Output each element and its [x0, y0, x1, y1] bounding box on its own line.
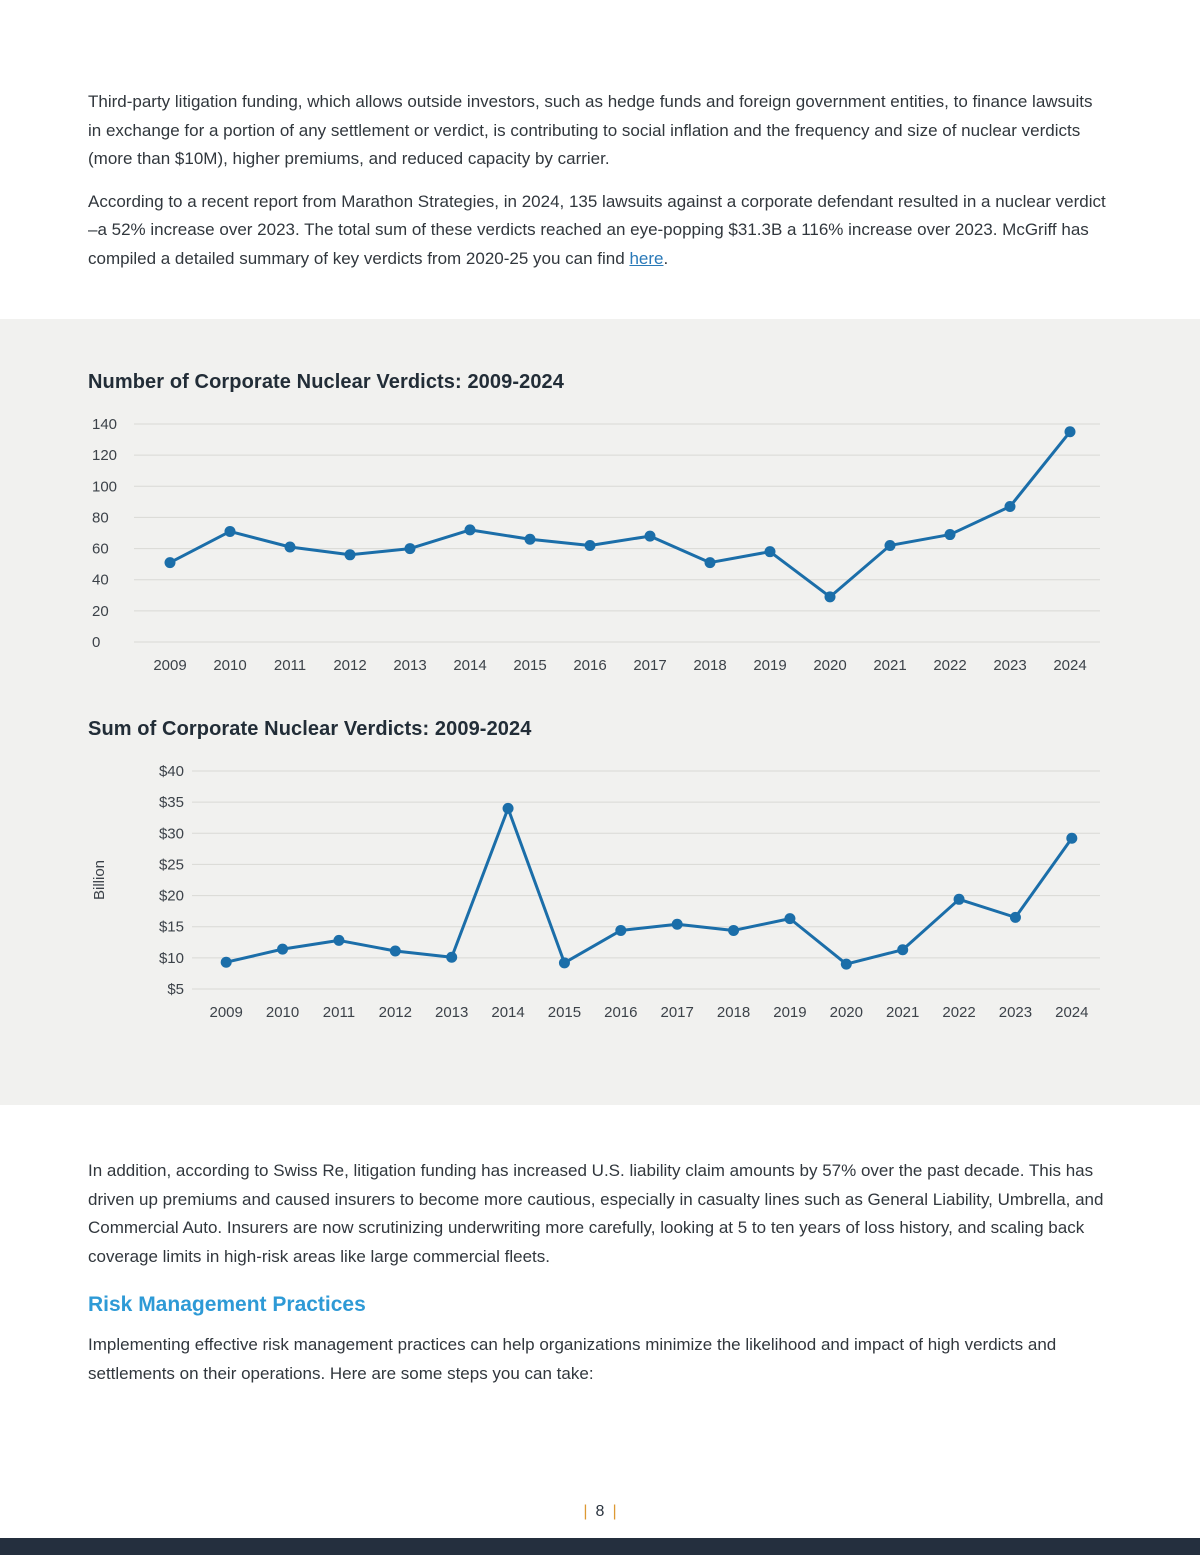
svg-text:2018: 2018: [716, 1004, 751, 1022]
svg-text:$15: $15: [158, 918, 184, 936]
svg-text:140: 140: [92, 416, 118, 434]
svg-text:2021: 2021: [886, 1004, 920, 1022]
svg-text:2020: 2020: [813, 657, 847, 675]
svg-text:2014: 2014: [453, 657, 487, 675]
svg-text:2016: 2016: [573, 657, 607, 675]
paragraph-marathon-report: [88, 188, 1110, 274]
svg-text:2011: 2011: [322, 1004, 356, 1022]
svg-text:2015: 2015: [547, 1004, 582, 1022]
page-number-separator-right: |: [612, 1503, 617, 1520]
svg-text:2014: 2014: [491, 1004, 525, 1022]
svg-text:2013: 2013: [435, 1004, 469, 1022]
paragraph-swiss-re: In addition, according to Swiss Re, litigation funding has increased U.S. liability claim amounts by 57% over the past decade. This has driven up premiums and caused insurers to become more cautious, especially in casualty lines such as General Liability, Umbrella, and Commercial Auto. Insurers are now scrutinizing underwriting more carefully, looking at 5 to ten years of loss history, and scaling back coverage limits in high-risk areas like large commercial fleets.: [88, 1161, 1104, 1266]
page-number-value: 8: [595, 1503, 605, 1520]
svg-text:$5: $5: [167, 981, 184, 999]
svg-text:2009: 2009: [209, 1004, 243, 1022]
paragraph-litigation-funding: Third-party litigation funding, which allows outside investors, such as hedge funds and foreign government entities, to finance lawsuits in exchange for a portion of any settlement or verdict, is contributing to social inflation and the frequency and size of nuclear verdicts (more than $10M), higher premiums, and reduced capacity by carrier.: [88, 92, 1093, 169]
paragraph-text-after-link: .: [663, 248, 669, 268]
svg-text:2022: 2022: [942, 1004, 976, 1022]
intro-section: [0, 0, 1200, 273]
svg-text:2018: 2018: [693, 657, 727, 675]
svg-text:$40: $40: [158, 763, 184, 781]
page-number-separator-left: |: [583, 1503, 588, 1520]
svg-text:2020: 2020: [829, 1004, 863, 1022]
svg-text:2022: 2022: [933, 657, 967, 675]
chart-title-verdict-sum: Sum of Corporate Nuclear Verdicts: 2009-2024: [88, 718, 532, 741]
svg-text:$25: $25: [158, 856, 184, 874]
svg-text:2023: 2023: [998, 1004, 1033, 1022]
svg-text:2015: 2015: [513, 657, 547, 675]
svg-text:100: 100: [92, 478, 118, 496]
page-number: [0, 1503, 1200, 1521]
svg-text:2021: 2021: [873, 657, 907, 675]
verdict-count-line-chart: [88, 410, 1118, 682]
svg-text:80: 80: [92, 509, 109, 527]
svg-text:$10: $10: [158, 950, 184, 968]
footer-bar: [0, 1538, 1200, 1555]
svg-text:2010: 2010: [213, 657, 247, 675]
paragraph-text-before-link: According to a recent report from Marathon Strategies, in 2024, 135 lawsuits against a corporate defendant resulted in a nuclear verdict –a 52% increase over 2023. The total sum of these verdicts reached an eye-popping $31.3B a 116% increase over 2023. McGriff has compiled a detailed summary of key verdicts from 2020-25 you can find: [88, 191, 1106, 268]
verdict-sum-line-chart: [88, 757, 1118, 1029]
charts-section: [0, 319, 1200, 1105]
svg-text:2012: 2012: [333, 657, 367, 675]
svg-text:$20: $20: [158, 887, 184, 905]
svg-text:2009: 2009: [153, 657, 187, 675]
paragraph-risk-practices: Implementing effective risk management practices can help organizations minimize the likelihood and impact of high verdicts and settlements on their operations. Here are some steps you can take:: [88, 1335, 1057, 1384]
here-link[interactable]: here: [629, 248, 664, 268]
svg-text:120: 120: [92, 447, 118, 465]
svg-text:0: 0: [92, 634, 101, 652]
svg-text:2024: 2024: [1053, 657, 1087, 675]
svg-text:40: 40: [92, 571, 109, 589]
svg-text:2016: 2016: [604, 1004, 638, 1022]
svg-text:2019: 2019: [753, 657, 787, 675]
svg-text:Billion: Billion: [91, 860, 108, 901]
svg-text:2013: 2013: [393, 657, 427, 675]
analysis-section: [0, 1105, 1200, 1388]
svg-text:2017: 2017: [633, 657, 667, 675]
svg-text:2011: 2011: [273, 657, 307, 675]
svg-text:2017: 2017: [660, 1004, 694, 1022]
svg-text:2019: 2019: [773, 1004, 807, 1022]
svg-text:2012: 2012: [378, 1004, 412, 1022]
svg-text:2010: 2010: [265, 1004, 300, 1022]
chart-title-verdict-count: Number of Corporate Nuclear Verdicts: 2009-2024: [88, 371, 564, 394]
svg-text:2023: 2023: [993, 657, 1027, 675]
svg-text:$30: $30: [158, 825, 184, 843]
risk-management-heading: Risk Management Practices: [88, 1293, 366, 1317]
svg-text:2024: 2024: [1055, 1004, 1089, 1022]
svg-text:20: 20: [92, 603, 109, 621]
svg-text:60: 60: [92, 540, 109, 558]
svg-text:$35: $35: [158, 794, 184, 812]
